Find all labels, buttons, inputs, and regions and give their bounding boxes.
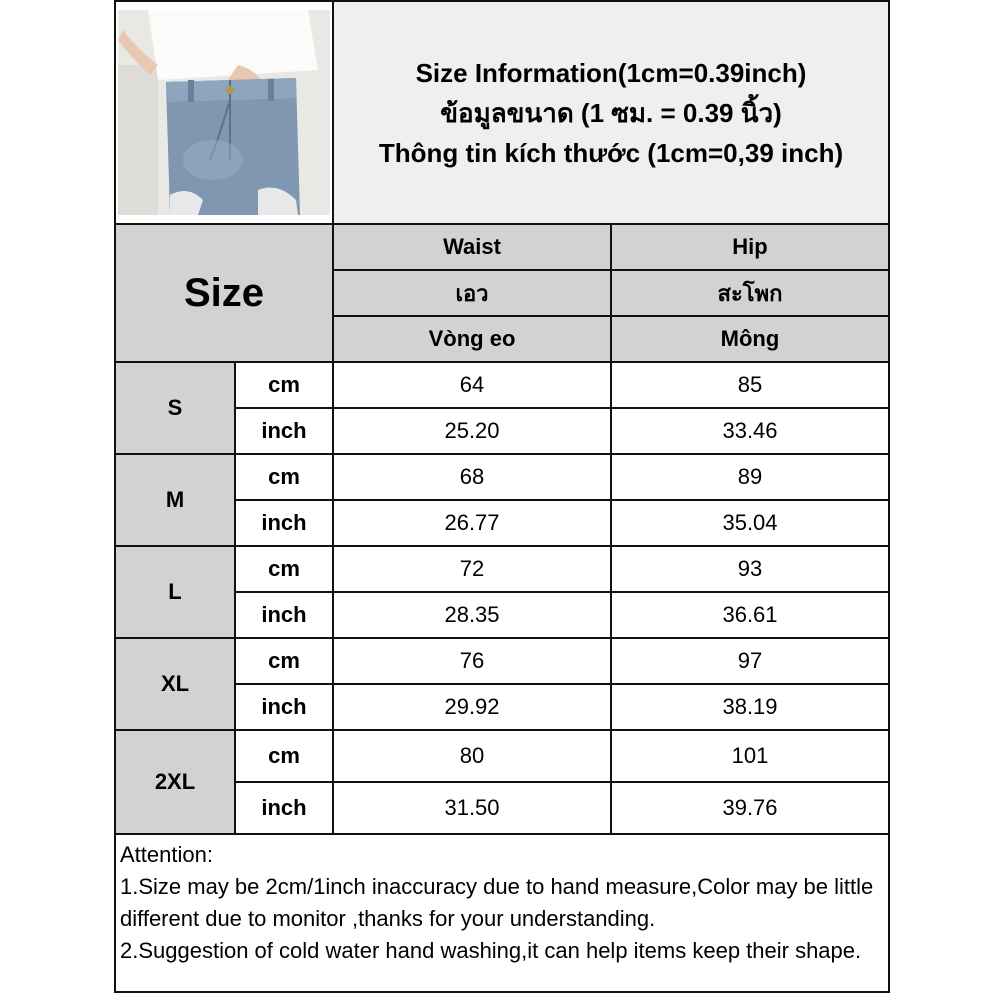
title-vietnamese: Thông tin kích thước (1cm=0,39 inch) [378,137,844,168]
attention-notes [115,834,889,992]
size-name-xl: XL [115,638,235,730]
waist-inch-value: 29.92 [333,684,611,730]
hip-header-en: Hip [611,224,889,270]
hip-cm-value: 97 [611,638,889,684]
size-name-2xl: 2XL [115,730,235,834]
waist-cm-value: 80 [333,730,611,782]
table-row [115,362,889,408]
product-photo-cell [115,1,333,224]
hip-header-th: สะโพก [611,270,889,316]
unit-inch: inch [235,684,333,730]
title-thai: ข้อมูลขนาด (1 ซม. = 0.39 นิ้ว) [440,97,782,128]
waist-inch-value: 28.35 [333,592,611,638]
attention-note-2: 2.Suggestion of cold water hand washing,it can help items keep their shape. [120,938,862,963]
unit-cm: cm [235,638,333,684]
unit-inch: inch [235,592,333,638]
table-row [115,638,889,684]
unit-inch: inch [235,408,333,454]
unit-inch: inch [235,782,333,834]
attention-heading: Attention: [120,842,213,867]
hip-cm-value: 89 [611,454,889,500]
waist-inch-value: 31.50 [333,782,611,834]
hip-cm-value: 101 [611,730,889,782]
unit-cm: cm [235,730,333,782]
unit-inch: inch [235,500,333,546]
unit-cm: cm [235,546,333,592]
unit-cm: cm [235,362,333,408]
waist-header-en: Waist [333,224,611,270]
size-chart-sheet [114,0,888,1002]
waist-inch-value: 26.77 [333,500,611,546]
attention-note-1: 1.Size may be 2cm/1inch inaccuracy due to hand measure,Color may be little different due to monitor ,thanks for your understanding. [120,874,874,931]
table-row [115,546,889,592]
size-name-s: S [115,362,235,454]
size-name-l: L [115,546,235,638]
denim-shorts-photo-icon [118,10,330,215]
waist-cm-value: 76 [333,638,611,684]
size-column-heading: Size [115,224,333,362]
table-row [115,730,889,782]
waist-header-vi: Vòng eo [333,316,611,362]
unit-cm: cm [235,454,333,500]
hip-inch-value: 33.46 [611,408,889,454]
hip-header-vi: Mông [611,316,889,362]
waist-cm-value: 64 [333,362,611,408]
hip-cm-value: 85 [611,362,889,408]
size-chart-table [114,0,890,993]
hip-inch-value: 38.19 [611,684,889,730]
size-information-title-cell [333,1,889,224]
hip-inch-value: 39.76 [611,782,889,834]
waist-cm-value: 72 [333,546,611,592]
hip-inch-value: 35.04 [611,500,889,546]
title-english: Size Information(1cm=0.39inch) [415,57,807,88]
hip-inch-value: 36.61 [611,592,889,638]
waist-cm-value: 68 [333,454,611,500]
waist-header-th: เอว [333,270,611,316]
waist-inch-value: 25.20 [333,408,611,454]
hip-cm-value: 93 [611,546,889,592]
table-row [115,454,889,500]
size-name-m: M [115,454,235,546]
